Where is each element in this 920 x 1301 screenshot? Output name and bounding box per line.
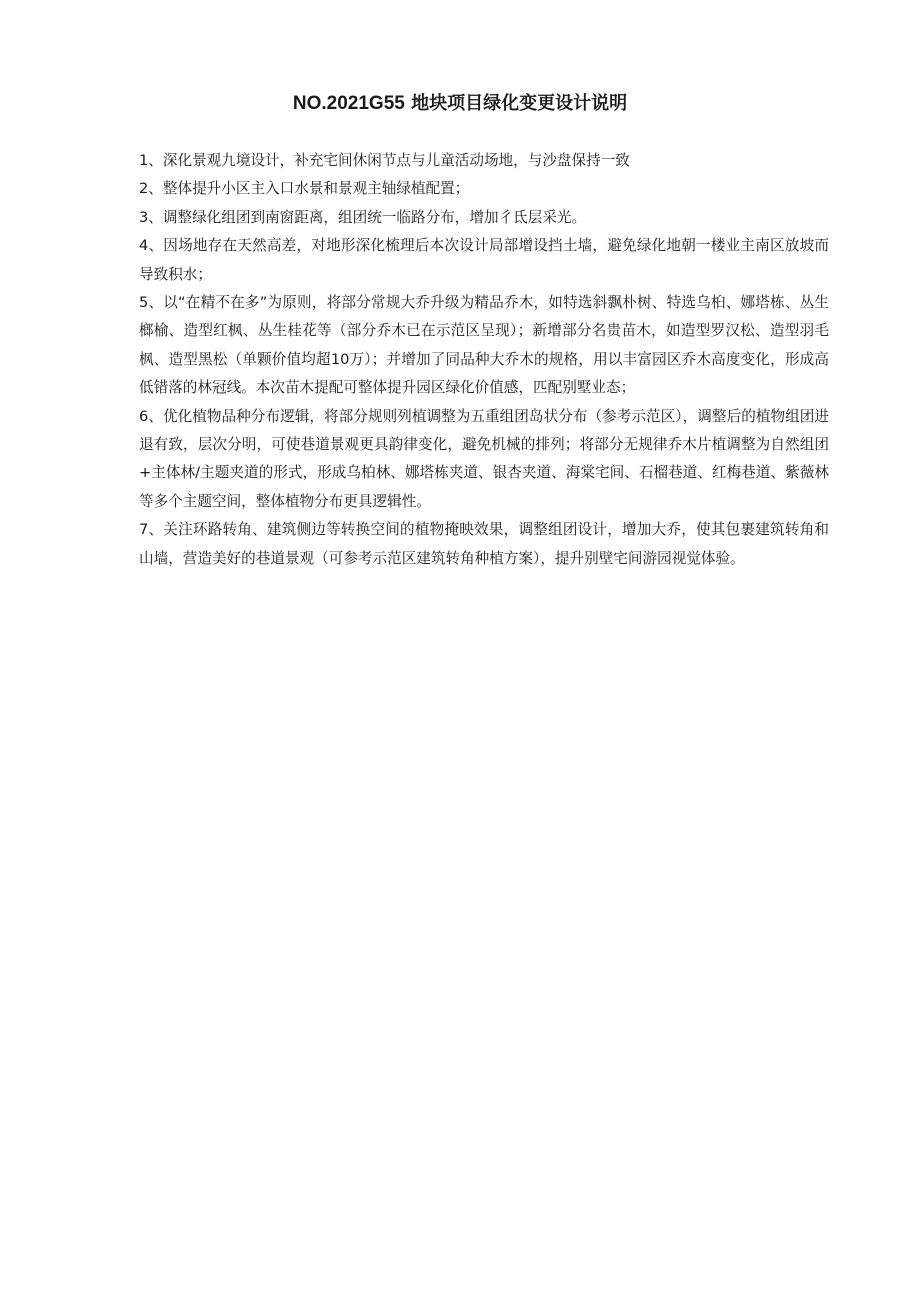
title-text: 地块项目绿化变更设计说明: [411, 93, 628, 114]
paragraph-7: 7、关注环路转角、建筑侧边等转换空间的植物掩映效果，调整组团设计，增加大乔，使其包裹建筑转角和山墙，营造美好的巷道景观（可参考示范区建筑转角种植方案），提升别壁宅间游园视觉体验。: [139, 521, 829, 567]
document-body: [139, 147, 829, 573]
paragraph-3: 3、调整绿化组团到南窗距离，组团统一临路分布，增加彳氐层采光。: [139, 208, 587, 226]
title-project-code: NO.2021G55: [292, 93, 405, 114]
paragraph-4: 4、因场地存在天然高差，对地形深化梳理后本次设计局部增设挡土墙，避免绿化地朝一楼业主南区放坡而导致积水；: [139, 237, 829, 283]
document-title: [0, 90, 920, 118]
paragraph-1: 1、深化景观九境设计，补充宅间休闲节点与儿童活动场地，与沙盘保持一致: [139, 152, 630, 169]
paragraph-6: 6、优化植物品种分布逻辑，将部分规则列植调整为五重组团岛状分布（参考示范区），调整后的植物组团进退有致，层次分明，可使巷道景观更具韵律变化，避免机械的排列；将部分无规律乔木片植调整为自然组团+主体林/主题夹道的形式，形成乌柏林、娜塔栋夹道、银杏夹道、海棠宅间、石榴巷道、红梅巷道、紫薇林等多个主题空间，整体植物分布更具逻辑性。: [139, 407, 829, 510]
paragraph-5: 5、以“在精不在多”为原则，将部分常规大乔升级为精品乔木，如特选斜飘朴树、特选乌桕、娜塔栋、丛生榔榆、造型红枫、丛生桂花等（部分乔木已在示范区呈现）；新增部分名贵苗木，如造型罗汉松、造型羽毛枫、造型黑松（单颗价值均超10万）；并增加了同品种大乔木的规格，用以丰富园区乔木高度变化，形成高低错落的林冠线。本次苗木提配可整体提升园区绿化价值感，匹配别墅业态；: [139, 294, 829, 397]
paragraph-2: 2、整体提升小区主入口水景和景观主轴绿植配置；: [139, 180, 470, 198]
